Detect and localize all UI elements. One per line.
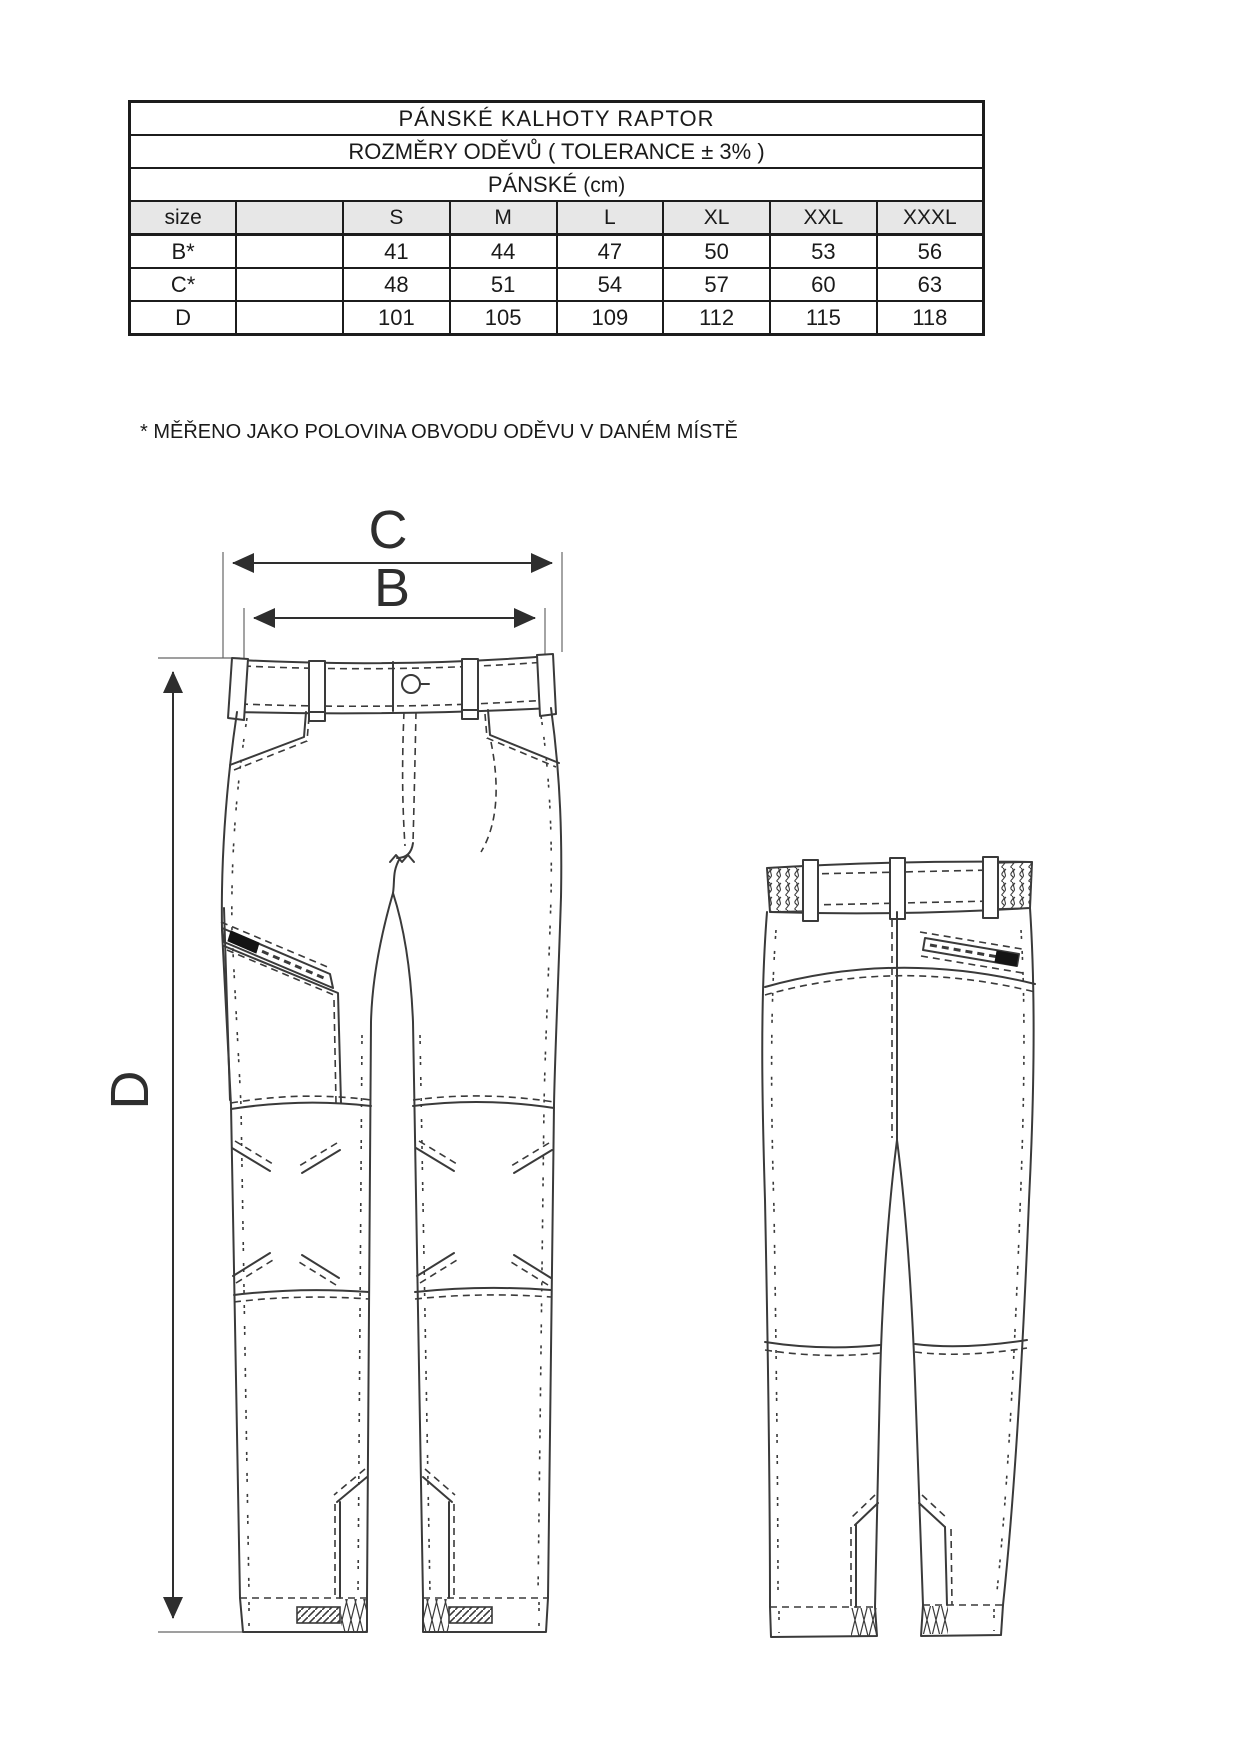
cell-value: 44 [450, 235, 557, 269]
cell-value: 53 [770, 235, 877, 269]
knee-panel-seams [231, 1096, 554, 1302]
cell-value: 115 [770, 301, 877, 335]
col-header-s: S [343, 201, 450, 235]
cell-value: 51 [450, 268, 557, 301]
gender-text: PÁNSKÉ [487, 171, 578, 197]
hem-cuffs-front [240, 1598, 548, 1632]
page-title: PÁNSKÉ KALHOTY RAPTOR [130, 102, 984, 136]
cell-value: 50 [663, 235, 770, 269]
col-header-xl: XL [663, 201, 770, 235]
dimension-d-arrow [100, 658, 243, 1632]
velcro-patch [449, 1607, 492, 1623]
cell-value: 118 [877, 301, 984, 335]
dimension-b-arrow [244, 558, 545, 660]
cell-value: 57 [663, 268, 770, 301]
cell-value: 63 [877, 268, 984, 301]
col-header-size: size [130, 201, 237, 235]
hem-cuffs-back [770, 1605, 1003, 1637]
cell-value: 112 [663, 301, 770, 335]
col-header-m: M [450, 201, 557, 235]
cell-value: 101 [343, 301, 450, 335]
knee-darts [232, 1141, 552, 1285]
unit-text: (cm) [583, 173, 626, 197]
velcro-patch [297, 1607, 340, 1623]
cell-value: 41 [343, 235, 450, 269]
cell-value: 56 [877, 235, 984, 269]
waist-button [402, 675, 420, 693]
dimension-label-b: B [373, 558, 411, 618]
ankle-gussets-back [851, 1495, 952, 1607]
dimension-label-c: C [368, 500, 408, 560]
measurement-footnote: * MĚŘENO JAKO POLOVINA OBVODU ODĚVU V DANÉM MÍSTĚ [140, 421, 738, 443]
col-header-xxl: XXL [770, 201, 877, 235]
row-label-c: C* [130, 268, 237, 301]
cell-value: 54 [557, 268, 664, 301]
back-zip-pocket [920, 932, 1023, 973]
thigh-zip-pocket [221, 908, 341, 1103]
pants-front-view [221, 654, 561, 1632]
pants-back-view [762, 857, 1035, 1637]
row-label-d: D [130, 301, 237, 335]
size-info-label: ROZMĚRY ODĚVŮ ( TOLERANCE ± 3% ) [130, 135, 984, 168]
col-header-xxxl: XXXL [877, 201, 984, 235]
row-label-b: B* [130, 235, 237, 269]
fly-zipper [390, 712, 416, 862]
ankle-gussets-front [334, 1469, 455, 1598]
cell-value: 105 [450, 301, 557, 335]
cell-value: 109 [557, 301, 664, 335]
front-pocket-right [481, 710, 559, 852]
dimension-label-d: D [100, 1070, 160, 1110]
cell-value: 48 [343, 268, 450, 301]
cell-value: 60 [770, 268, 877, 301]
col-header-l: L [557, 201, 664, 235]
cell-value: 47 [557, 235, 664, 269]
